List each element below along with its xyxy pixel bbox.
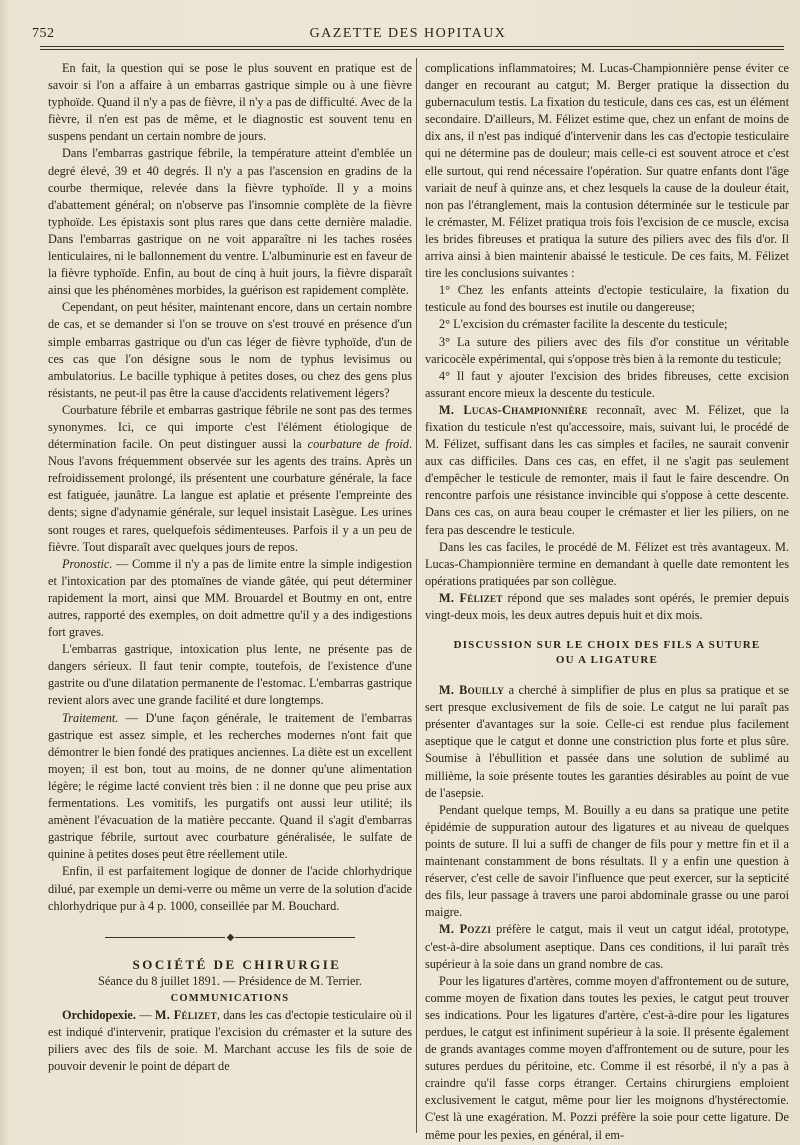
paragraph: Enfin, il est parfaitement logique de donner de l'acide chlorhydrique dilué, par exemple un demi-verre ou même un verre de la solution d'acide chlorhydrique pur à 4 p. 1000, conseillée par M. Bouchard. — [48, 864, 412, 913]
speaker-name: M. Félizet — [154, 1008, 217, 1023]
conclusion-item: 4° Il faut y ajouter l'excision des brides fibreuses, cette excision assurant encore mieux la descente du testicule. — [425, 368, 789, 400]
discussion-heading-line: DISCUSSION SUR LE CHOIX DES FILS A SUTURE — [453, 639, 761, 652]
text-run: a cherché à simplifier de plus en plus sa pratique et se sert presque exclusivement de fils de soie. Le catgut ne lui paraît pas présenter d'avantages sur la soie. Celle-ci est rendue plus facilement aseptique que le catgut et donne une constriction plus forte et plus sûre. Soumise à l'ébullition et passée dans une solution de sublimé au millième, la soie présente toutes les garanties désirables au point de vue de l'asepsie. — [425, 683, 789, 800]
text-run: — Comme il n'y a pas de limite entre la simple indigestion et l'intoxication par des ptomaïnes de viande gâtée, qui peut déterminer rapidement la mort, ainsi que MM. Brouardel et Boutmy en ont, entre autres, rapporté des exemples, on doit admettre qu'il y a des indigestions fort graves. — [48, 556, 412, 640]
text-run: — — [135, 1008, 155, 1023]
right-column — [425, 60, 789, 1144]
discussion-heading — [425, 638, 789, 668]
italic-term: courbature de froid — [307, 437, 409, 452]
paragraph: En fait, la question qui se pose le plus souvent en pratique est de savoir si l'on a affaire à un embarras gastrique simple ou à une fièvre typhoïde. Quand il n'y a pas de fièvre, il n'y a pas de difficulté. Avec de la fièvre, il n'en est pas de même, et le diagnostic est souvent tenu en suspens pendant un certain nombre de jours. — [48, 61, 412, 144]
section-heading-pronostic: Pronostic. — [62, 556, 113, 571]
conclusion-item: 2° L'excision du crémaster facilite la descente du testicule; — [439, 317, 728, 332]
speaker-name: M. Félizet — [439, 590, 503, 605]
page-header — [32, 26, 784, 48]
paragraph — [425, 402, 789, 539]
paragraph: complications inflammatoires; M. Lucas-Championnière pense éviter ce danger en recourant au catgut; M. Berger pratique la dissection du gubernaculum testis. La fixation du testicule, dans ces cas, est un élément secondaire. D'ailleurs, M. Félizet estime que, chez un enfant de moins de dix ans, il n'est pas indiqué d'intervenir dans les cas d'ectopie testiculaire qui ne détermine pas de douleur; mais celle-ci est souvent atroce et c'est elle surtout, qui rend nécessaire l'opération. Sur quatre enfants dont l'âge variait de neuf à quinze ans, et chez lesquels la cause de la douleur était, non pas l'étranglement, mais la contusion déterminée sur le testicule par le crémaster, M. Félizet pratiqua trois fois l'excision de ce muscle, excisa les brides fibreuses et pratiqua la suture des piliers avec des fils d'or. Il arriva ainsi à bien maintenir abaissé le testicule. De ces faits, M. Félizet tire les conclusions suivantes : — [425, 61, 789, 281]
text-run: , dans les cas d'ectopie testiculaire où il est indiqué d'intervenir, pratique l'excision du crémaster et la suture des piliers avec des fils de soie. M. Marchant accuse les fils de soie de pouvoir devenir le point de départ de — [48, 1008, 412, 1074]
paragraph — [425, 682, 789, 802]
section-heading-traitement: Traitement. — [62, 710, 119, 725]
paragraph: L'embarras gastrique, intoxication plus lente, ne présente pas de dangers sérieux. Il faut tenir compte, toutefois, de l'existence d'une gastrite ou d'une dilatation permanente de l'estomac. L'embarras gastrique revient alors avec une grande facilité et dure longtemps. — [48, 642, 412, 708]
communications-heading: COMMUNICATIONS — [170, 992, 290, 1004]
text-run: reconnaît, avec M. Félizet, que la fixation du testicule n'est qu'accessoire, mais, suivant lui, le procédé de M. Félizet, suffisant dans les cas simples et faciles, ne saurait convenir aux cas difficiles. Dans ces cas, en effet, il ne s'agit pas seulement d'empêcher le testicule de remonter, mais il faut le faire descendre. On rencontre parfois une résistance invincible qui s'oppose à cette descente. Dans ces cas, on aura beau couper le crémaster et lier les piliers, on ne fera pas descendre le testicule. — [425, 402, 789, 537]
text-run: préfère le catgut, mais il veut un catgut idéal, prototype, c'est-à-dire absolument aseptique. Dans ces conditions, il lui paraît très supérieur à la soie dans un grand nombre de cas. — [425, 922, 789, 971]
orchidopexie-heading: Orchidopexie. — [62, 1008, 136, 1023]
left-column — [48, 60, 412, 1075]
paragraph — [48, 556, 412, 641]
paragraph: Dans les cas faciles, le procédé de M. Félizet est très avantageux. M. Lucas-Championnière termine en demandant à quelle date remontent les opérations pratiquées par son collègue. — [425, 539, 789, 588]
ornamental-divider: ◆ — [48, 929, 412, 946]
paragraph — [425, 921, 789, 972]
text-run: Courbature fébrile et embarras gastrique fébrile ne sont pas des termes synonymes. Ici, ce qui importe c'est l'élément étiologique de détermination facile. On peut distinguer aussi la — [48, 402, 412, 452]
text-run: répond que ses malades sont opérés, le premier depuis vingt-deux mois, les deux autres depuis huit et dix mois. — [425, 590, 789, 622]
speaker-name: M. Lucas-Championnière — [439, 402, 588, 417]
seance-line: Séance du 8 juillet 1891. — Présidence de M. Terrier. — [98, 973, 362, 988]
paragraph — [48, 1007, 412, 1075]
header-rule-top — [40, 46, 784, 47]
speaker-name: M. Pozzi — [439, 922, 492, 937]
paragraph — [48, 710, 412, 864]
paragraph — [48, 402, 412, 556]
paragraph — [425, 590, 789, 624]
speaker-name: M. Bouilly — [439, 683, 505, 698]
conclusion-item: 3° La suture des piliers avec des fils d'or constitue un véritable varicocèle expérimental, qui s'oppose très bien à la remonte du testicule; — [425, 334, 789, 366]
paragraph: Pendant quelque temps, M. Bouilly a eu dans sa pratique une petite épidémie de suppuration autour des ligatures et au niveau de quelques points de suture. Il lui a suffi de changer de fils pour y mettre fin et il a maintenant constamment de bons résultats. Il y a enfin une question à réserver, c'est celle de savoir l'influence que peut exercer, sur la septicité des fils, leur passage à travers une paroi abdominale grasse ou une paroi maigre. — [425, 802, 789, 920]
page-number: 752 — [32, 26, 55, 41]
conclusion-item: 1° Chez les enfants atteints d'ectopie testiculaire, la fixation du testicule au fond des bourses est inutile ou dangereuse; — [425, 283, 789, 315]
discussion-heading-line: OU A LIGATURE — [555, 654, 659, 667]
text-run: . Nous l'avons fréquemment observée sur les agents des trains. Après un refroidissement prolongé, ils présentent une courbature générale, la face est fatiguée, jaunâtre. La langue est aplatie et présente l'empreinte des dents; signe d'adynamie générale, sur lequel insistait Lasègue. Les urines sont rouges et rares, quelquefois sédimenteuses. Parfois il y a un peu de fièvre. Tout disparaît avec quelques jours de repos. — [48, 437, 413, 554]
text-run: — D'une façon générale, le traitement de l'embarras gastrique est assez simple, et les recherches modernes n'ont fait que démontrer le bien fondé des pratiques anciennes. La diète est un excellent moyen; il est bon, tout au moins, de ne donner qu'une alimentation légère; le régime lacté convient très bien : il ne donne que peu prise aux fermentations. Les vomitifs, les purgatifs ont aussi leur utilité; ils amènent l'évacuation de la matière peccante. Quand il s'agit d'embarras gastrique fébrile, surtout avec courbature généralisée, le sulfate de quinine à petites doses peut être réellement utile. — [48, 710, 412, 862]
header-rule-bottom — [40, 49, 784, 50]
paragraph: Dans l'embarras gastrique fébrile, la température atteint d'emblée un degré élevé, 39 et 40 degrés. Il n'y a pas l'ascension en gradins de la courbe thermique, relevée dans la fièvre typhoïde. Il y a moins d'abattement général; on n'observe pas l'insomnie complète de la fièvre typhoïde. Les épistaxis sont plus rares que dans cette dernière maladie. Dans l'embarras gastrique on ne voit apparaître ni les taches rosées lenticulaires, ni le ballonnement du ventre. L'albuminurie est en faveur de la fièvre typhoïde. Enfin, au bout de cinq à huit jours, la fièvre disparaît ainsi que les phénomènes morbides, la guérison est rapidement complète. — [48, 146, 412, 298]
society-title: SOCIÉTÉ DE CHIRURGIE — [132, 956, 342, 972]
column-divider — [416, 58, 417, 1133]
paragraph: Pour les ligatures d'artères, comme moyen d'affrontement ou de suture, comme moyen de fixation dans toutes les pexies, le catgut peut trouver ses indications. Pour les ligatures d'artère, c'est-à-dire pour les ligatures perdues, le catgut est infiniment supérieur à la soie. Il présente également de grands avantages comme moyen d'affrontement ou de suture, pour les sutures perdues du péritoine, etc. Comme il est résorbé, il n'y a pas à craindre qu'il fasse corps étranger. Certains chirurgiens emploient exclusivement le catgut, même pour lier les moignons d'hystérectomie. C'est là une exagération. M. Pozzi préfère la soie pour cette ligature. De même pour les pexies, en général, il em- — [425, 973, 789, 1142]
journal-title: GAZETTE DES HOPITAUX — [309, 26, 507, 41]
paragraph: Cependant, on peut hésiter, maintenant encore, dans un certain nombre de cas, et se demander si l'on se trouve on s'est trouvé en présence d'un simple embarras gastrique ou d'un cas léger de fièvre typhoïde, d'un de ces cas que l'on désigne sous le nom de typhus levisimus ou ambulatorius. Le bacille typhique à petites doses, ou chez des gens plus résistants, ne peut-il pas être la cause d'accidents relativement légers? — [48, 300, 412, 400]
